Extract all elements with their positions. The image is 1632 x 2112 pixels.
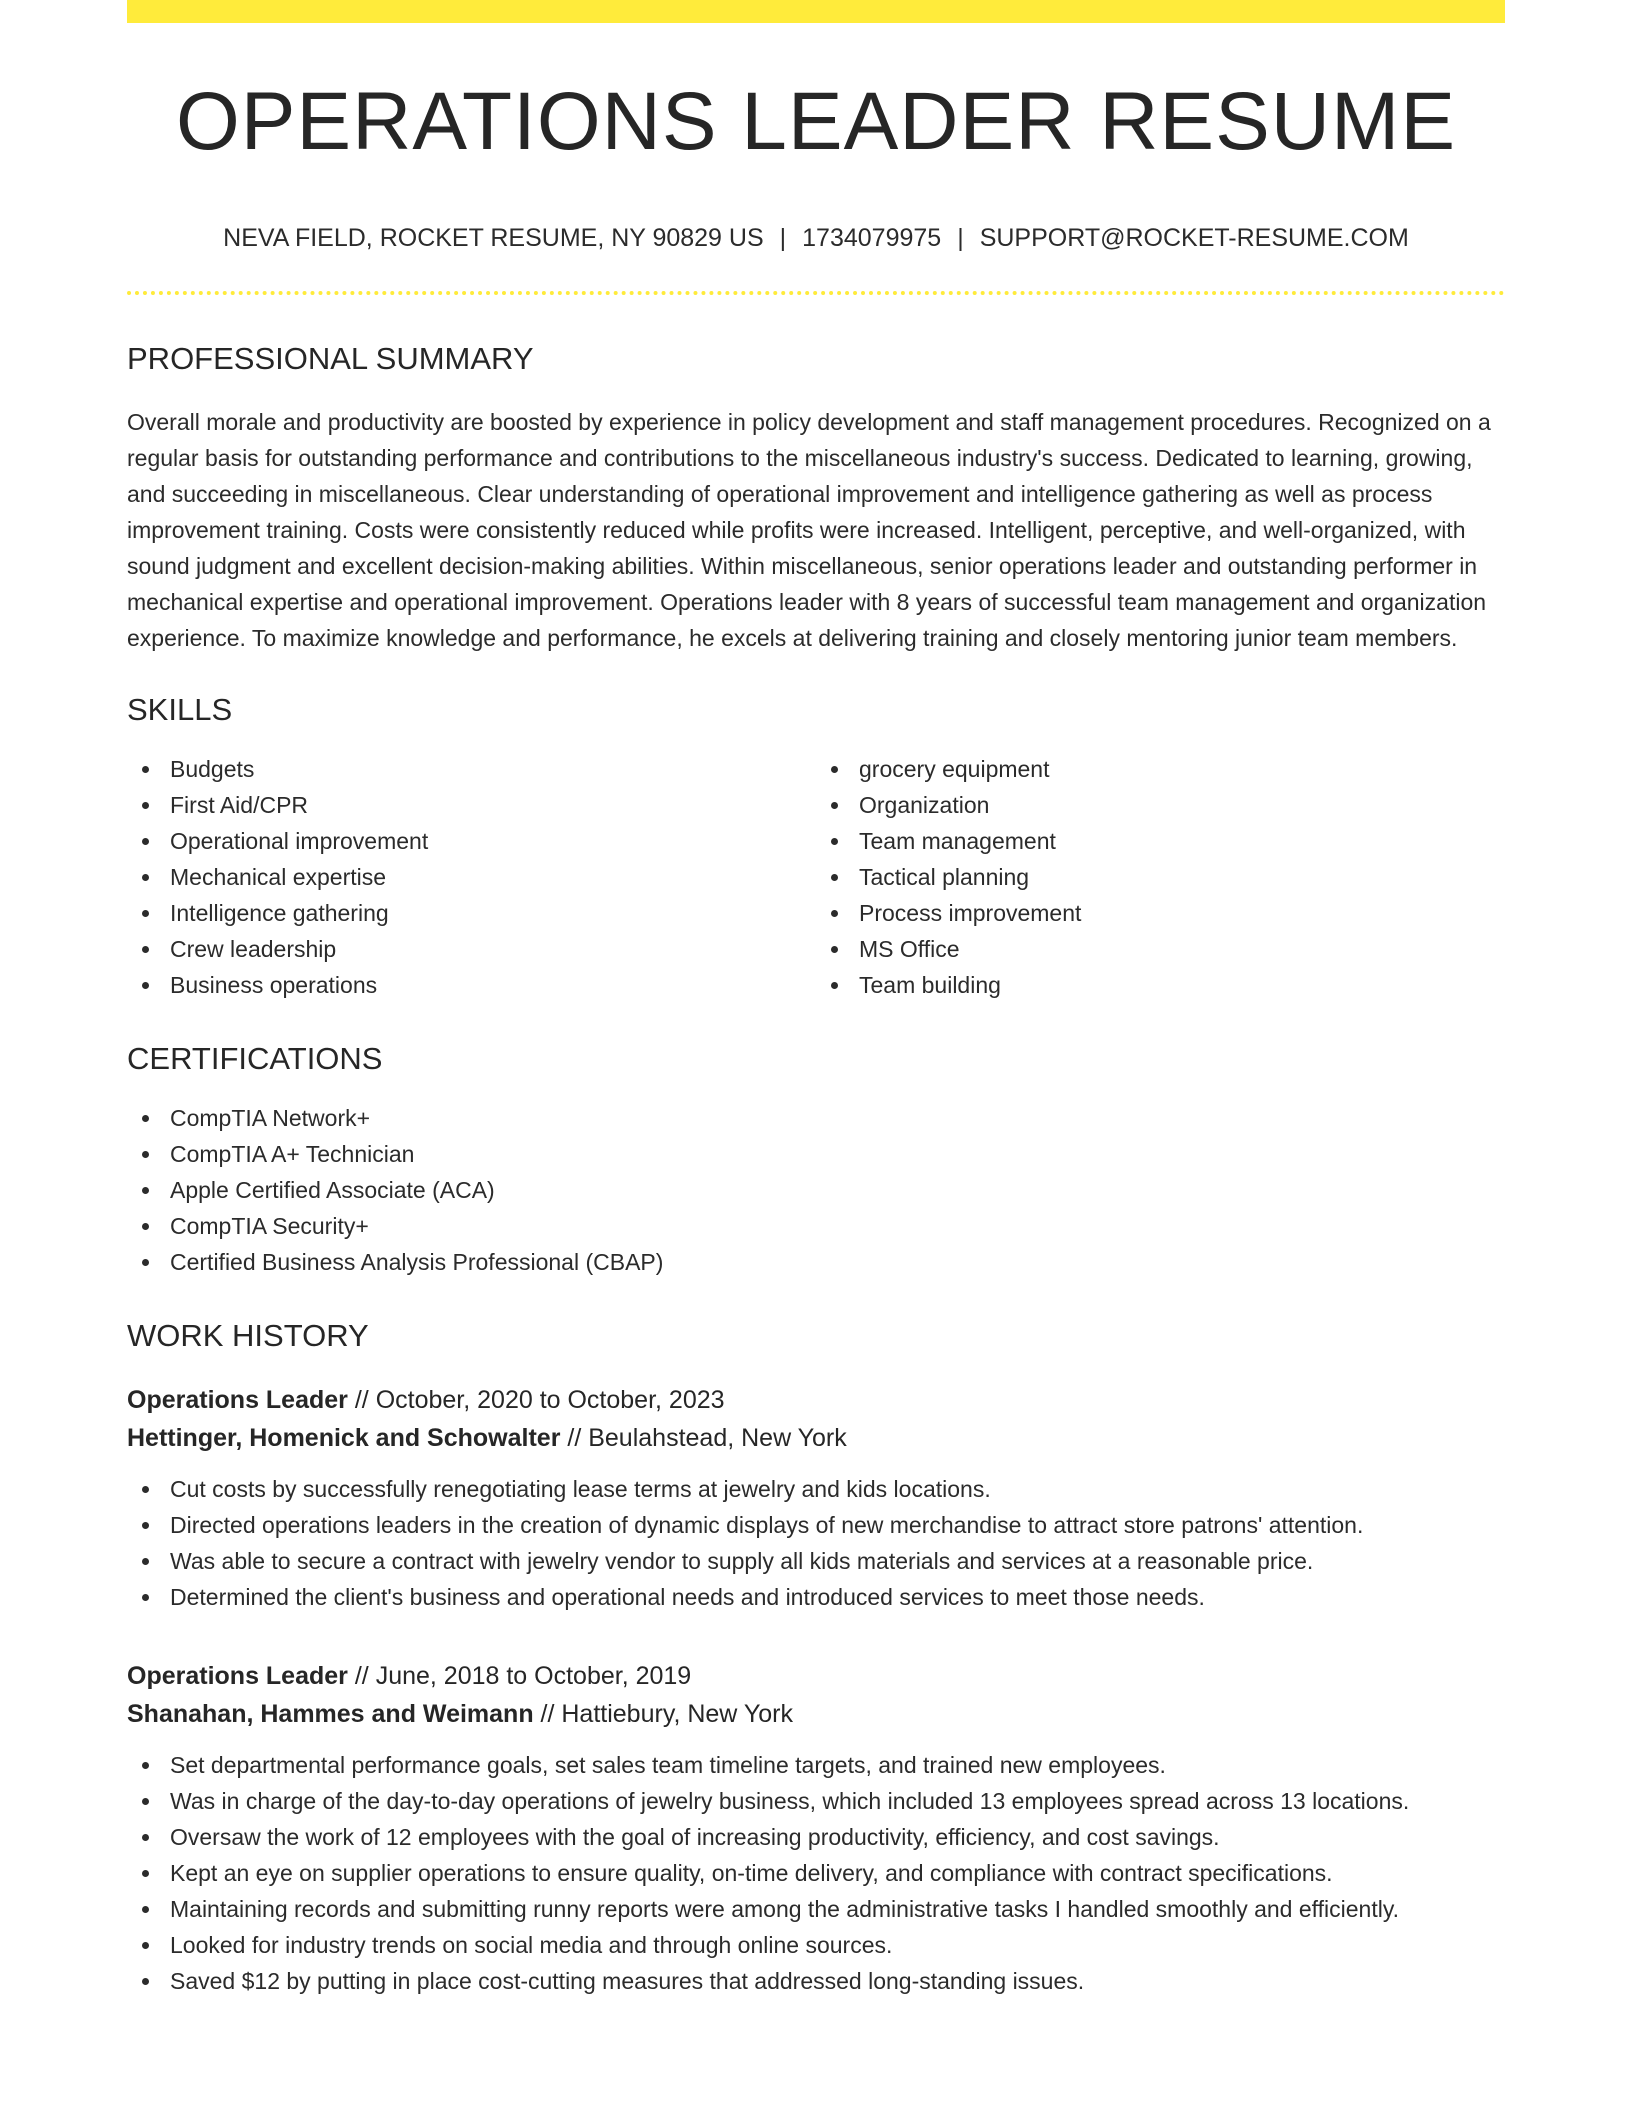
contact-line <box>127 226 1505 251</box>
skills-heading: SKILLS <box>127 692 233 727</box>
job-role-line <box>127 1657 1505 1695</box>
job-company-line <box>127 1695 1505 1733</box>
certification-item: Apple Certified Associate (ACA) <box>170 1172 1505 1208</box>
job-company: Hettinger, Homenick and Schowalter <box>127 1424 561 1452</box>
skill-item: Operational improvement <box>170 823 816 859</box>
job-company-line <box>127 1419 1505 1457</box>
skill-item: MS Office <box>859 931 1505 967</box>
resume-title: OPERATIONS LEADER RESUME <box>175 76 1457 167</box>
contact-separator: | <box>957 224 964 252</box>
certification-item: CompTIA Security+ <box>170 1208 1505 1244</box>
job-entry <box>127 1381 1505 1615</box>
job-role-line <box>127 1381 1505 1419</box>
contact-email: SUPPORT@ROCKET-RESUME.COM <box>979 224 1409 252</box>
job-bullet: Looked for industry trends on social media and through online sources. <box>170 1927 1505 1963</box>
skills-grid <box>127 751 1505 1003</box>
certifications-heading: CERTIFICATIONS <box>127 1041 383 1076</box>
job-entry <box>127 1657 1505 1999</box>
job-company: Shanahan, Hammes and Weimann <box>127 1700 534 1728</box>
job-role: Operations Leader <box>127 1662 348 1690</box>
certification-item: CompTIA Network+ <box>170 1100 1505 1136</box>
job-bullet-list <box>127 1747 1505 1999</box>
contact-phone: 1734079975 <box>802 224 942 252</box>
certifications-list <box>127 1100 1505 1280</box>
certification-item: Certified Business Analysis Professional (CBAP) <box>170 1244 1505 1280</box>
skill-item: Team building <box>859 967 1505 1003</box>
dotted-divider <box>127 291 1505 295</box>
contact-address: NEVA FIELD, ROCKET RESUME, NY 90829 US <box>223 224 764 252</box>
work-history-heading: WORK HISTORY <box>127 1318 369 1353</box>
job-bullet: Was in charge of the day-to-day operations of jewelry business, which included 13 employees spread across 13 locations. <box>170 1783 1505 1819</box>
job-bullet: Saved $12 by putting in place cost-cutting measures that addressed long-standing issues. <box>170 1963 1505 1999</box>
skill-item: First Aid/CPR <box>170 787 816 823</box>
job-location: // Beulahstead, New York <box>560 1424 847 1452</box>
job-bullet: Cut costs by successfully renegotiating lease terms at jewelry and kids locations. <box>170 1471 1505 1507</box>
job-bullet: Determined the client's business and operational needs and introduced services to meet those needs. <box>170 1579 1505 1615</box>
job-bullet: Directed operations leaders in the creation of dynamic displays of new merchandise to attract store patrons' attention. <box>170 1507 1505 1543</box>
summary-text: Overall morale and productivity are boosted by experience in policy development and staff management procedures. Recognized on a regular basis for outstanding performance and contributions to the miscellaneous industry's success. Dedicated to learning, growing, and succeeding in miscellaneous. Clear understanding of operational improvement and intelligence gathering as well as process improvement training. Costs were consistently reduced while profits were increased. Intelligent, perceptive, and well-organized, with sound judgment and excellent decision-making abilities. Within miscellaneous, senior operations leader and outstanding performer in mechanical expertise and operational improvement. Operations leader with 8 years of successful team management and organization experience. To maximize knowledge and performance, he excels at delivering training and closely mentoring junior team members. <box>127 409 1491 651</box>
job-location: // Hattiebury, New York <box>533 1700 793 1728</box>
skill-item: Intelligence gathering <box>170 895 816 931</box>
contact-separator: | <box>779 224 787 252</box>
skill-item: Tactical planning <box>859 859 1505 895</box>
job-role: Operations Leader <box>127 1386 348 1414</box>
skill-item: Process improvement <box>859 895 1505 931</box>
job-bullet: Oversaw the work of 12 employees with the goal of increasing productivity, efficiency, and cost savings. <box>170 1819 1505 1855</box>
skill-item: Budgets <box>170 751 816 787</box>
job-bullet: Set departmental performance goals, set sales team timeline targets, and trained new employees. <box>170 1747 1505 1783</box>
skill-item: grocery equipment <box>859 751 1505 787</box>
skill-item: Business operations <box>170 967 816 1003</box>
skill-item: Team management <box>859 823 1505 859</box>
job-dates: // October, 2020 to October, 2023 <box>347 1386 725 1414</box>
summary-heading: PROFESSIONAL SUMMARY <box>127 341 534 376</box>
skill-item: Organization <box>859 787 1505 823</box>
certification-item: CompTIA A+ Technician <box>170 1136 1505 1172</box>
top-accent-bar <box>127 0 1505 23</box>
skills-list-right <box>816 751 1505 1003</box>
job-dates: // June, 2018 to October, 2019 <box>347 1662 692 1690</box>
job-bullet: Was able to secure a contract with jewelry vendor to supply all kids materials and services at a reasonable price. <box>170 1543 1505 1579</box>
job-bullet-list <box>127 1471 1505 1615</box>
job-bullet: Kept an eye on supplier operations to ensure quality, on-time delivery, and compliance with contract specifications. <box>170 1855 1505 1891</box>
skill-item: Crew leadership <box>170 931 816 967</box>
skill-item: Mechanical expertise <box>170 859 816 895</box>
job-bullet: Maintaining records and submitting runny reports were among the administrative tasks I handled smoothly and efficiently. <box>170 1891 1505 1927</box>
skills-list-left <box>127 751 816 1003</box>
